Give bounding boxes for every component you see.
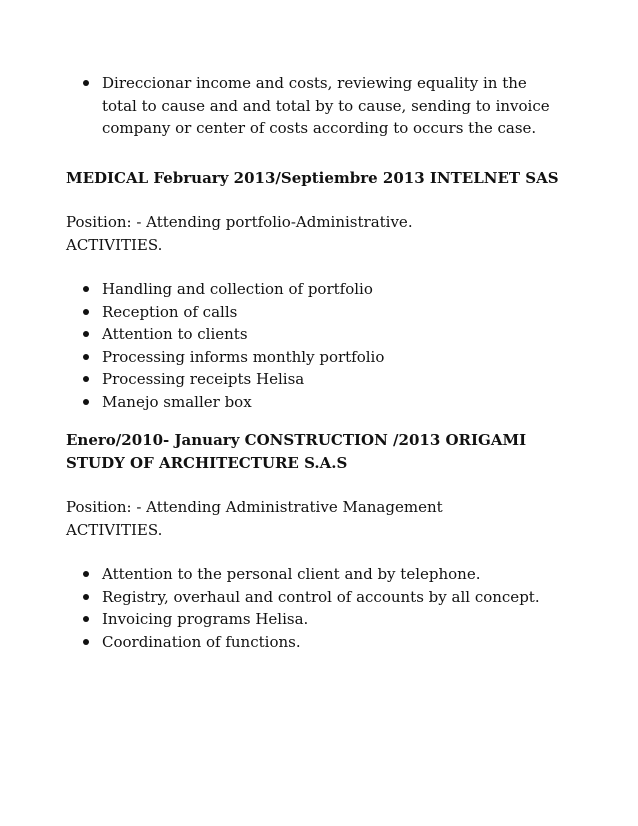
bullet-icon bbox=[83, 286, 89, 292]
job2-position: Position: - Attending Administrative Management bbox=[66, 498, 443, 516]
top-bullet-list bbox=[66, 72, 566, 140]
bullet-icon bbox=[83, 80, 89, 86]
list-item-text: Processing receipts Helisa bbox=[102, 370, 305, 388]
job2-heading: Enero/2010- January CONSTRUCTION /2013 ORIGAMI STUDY OF ARCHITECTURE S.A.S bbox=[66, 431, 527, 472]
list-item bbox=[66, 563, 566, 586]
list-item bbox=[66, 323, 566, 346]
job2-activity-list bbox=[66, 563, 566, 653]
list-item bbox=[66, 391, 566, 414]
job1-position: Position: - Attending portfolio-Administrative. bbox=[66, 213, 413, 231]
bullet-icon bbox=[83, 354, 89, 360]
list-item bbox=[66, 72, 566, 140]
list-item-text: Handling and collection of portfolio bbox=[102, 280, 373, 298]
bullet-icon bbox=[83, 571, 89, 577]
list-item bbox=[66, 301, 566, 324]
bullet-icon bbox=[83, 616, 89, 622]
list-item-text: Direccionar income and costs, reviewing equality in the total to cause and and total by to cause, sending to invoice company or center of costs according to occurs the case. bbox=[102, 74, 550, 137]
bullet-icon bbox=[83, 309, 89, 315]
list-item-text: Attention to the personal client and by telephone. bbox=[102, 565, 481, 583]
list-item-text: Attention to clients bbox=[102, 325, 248, 343]
bullet-icon bbox=[83, 331, 89, 337]
bullet-icon bbox=[83, 639, 89, 645]
job2-activities-label: ACTIVITIES. bbox=[66, 520, 163, 539]
list-item bbox=[66, 346, 566, 369]
bullet-icon bbox=[83, 376, 89, 382]
list-item-text: Processing informs monthly portfolio bbox=[102, 347, 385, 366]
bullet-icon bbox=[83, 594, 89, 600]
list-item bbox=[66, 631, 566, 654]
list-item bbox=[66, 368, 566, 391]
list-item bbox=[66, 608, 566, 631]
job1-activity-list bbox=[66, 278, 566, 413]
list-item-text: Manejo smaller box bbox=[102, 392, 252, 411]
list-item-text: Reception of calls bbox=[102, 302, 238, 321]
document-page bbox=[66, 72, 566, 653]
list-item bbox=[66, 586, 566, 609]
bullet-icon bbox=[83, 399, 89, 405]
list-item-text: Registry, overhaul and control of accounts by all concept. bbox=[102, 587, 540, 606]
list-item-text: Coordination of functions. bbox=[102, 632, 301, 651]
job1-activities-label: ACTIVITIES. bbox=[66, 235, 163, 254]
job1-heading: MEDICAL February 2013/Septiembre 2013 INTELNET SAS bbox=[66, 168, 559, 187]
list-item-text: Invoicing programs Helisa. bbox=[102, 610, 309, 628]
list-item bbox=[66, 278, 566, 301]
